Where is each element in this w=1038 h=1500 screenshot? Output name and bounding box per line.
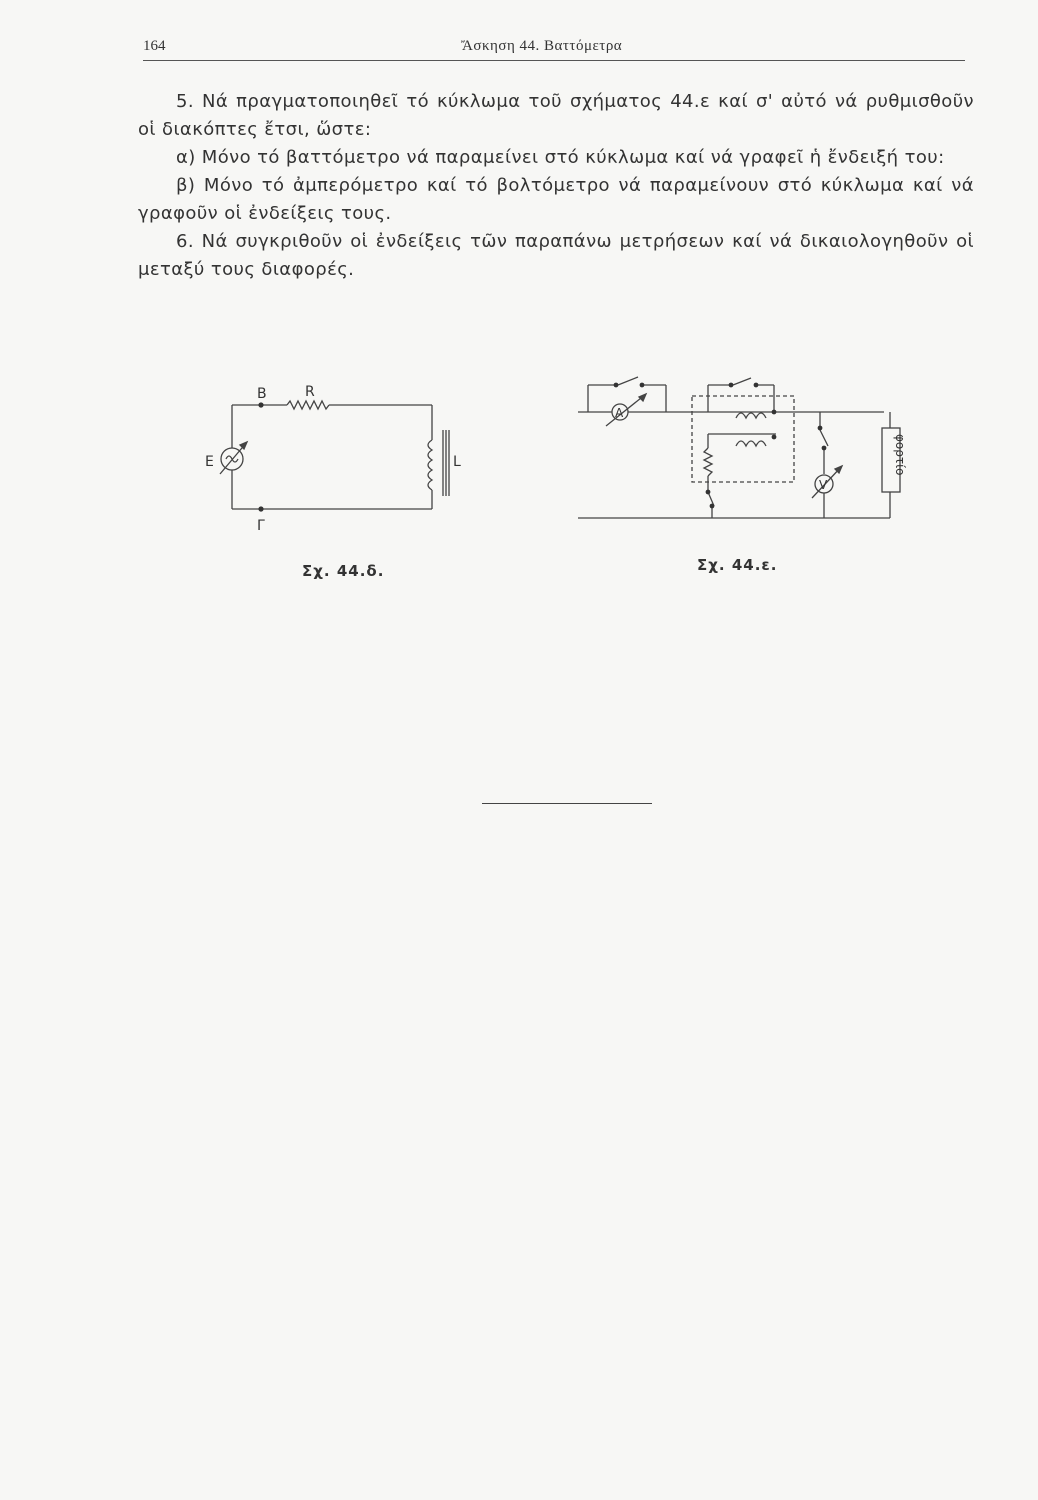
resistor-symbol [287, 401, 329, 409]
terminal-g-dot [258, 506, 263, 511]
item-6: 6. Νά συγκριθοῦν οἱ ἐνδείξεις τῶν παραπάνω μετρήσεων καί νά δικαιολογηθοῦν οἱ μεταξύ τους διαφορές. [138, 231, 974, 280]
label-r: R [305, 384, 315, 400]
label-load: φορτίο [893, 434, 907, 476]
switch-ammeter-bypass [618, 377, 638, 385]
label-b: Β [257, 386, 267, 402]
label-g: Γ [257, 518, 265, 534]
switch-wattmeter-bypass [733, 378, 751, 385]
switch-voltmeter [820, 430, 828, 446]
label-l: L [453, 454, 461, 470]
exercise-text [138, 88, 974, 284]
page-number: 164 [143, 38, 166, 54]
terminal-b-dot [258, 402, 263, 407]
end-rule [482, 803, 652, 804]
label-voltmeter: V [819, 478, 828, 492]
label-e: E [205, 454, 214, 470]
voltage-coil [736, 441, 766, 446]
label-ammeter: A [615, 406, 624, 420]
item-5b: β) Μόνο τό ἀμπερόμετρο καί τό βολτόμετρο νά παραμείνουν στό κύκλωμα καί νά γραφοῦν οἱ ἐνδείξεις τους. [138, 175, 974, 224]
header-rule [143, 60, 965, 61]
caption-44e: Σχ. 44.ε. [697, 556, 778, 574]
running-title: Ἄσκηση 44. Βαττόμετρα [461, 38, 623, 54]
figure-44d-circuit [195, 378, 475, 538]
figure-44e-circuit [576, 368, 916, 528]
current-coil [736, 413, 766, 418]
inductor-coil [428, 440, 432, 490]
item-5a: α) Μόνο τό βαττόμετρο νά παραμείνει στό κύκλωμα καί νά γραφεῖ ἡ ἔνδειξή του: [176, 147, 945, 168]
item-5: 5. Νά πραγματοποιηθεῖ τό κύκλωμα τοῦ σχήματος 44.ε καί σ' αὐτό νά ρυθμισθοῦν οἱ διακόπτες ἔτσι, ὥστε: [138, 91, 974, 140]
page-header [143, 38, 965, 62]
series-resistor [704, 448, 712, 476]
caption-44d: Σχ. 44.δ. [302, 562, 385, 580]
